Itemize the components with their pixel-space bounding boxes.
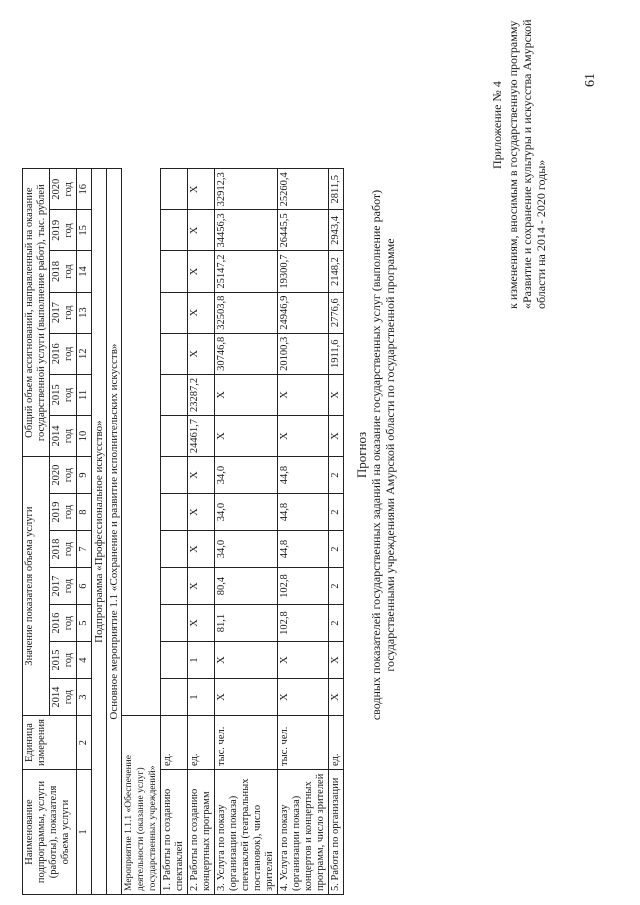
- row-value: 44,8: [278, 531, 329, 568]
- table-row: [215, 169, 278, 895]
- row-value: [161, 679, 188, 716]
- row-value: [161, 169, 188, 210]
- subprogram-row: [92, 169, 107, 895]
- column-number: 6: [77, 568, 92, 605]
- row-value: 32503,8: [215, 292, 278, 333]
- column-number: 10: [77, 415, 92, 456]
- row-value: 34,0: [215, 457, 278, 494]
- row-name: 1. Работы по созданию спектаклей: [161, 770, 188, 895]
- row-value: 2943,4: [329, 210, 344, 251]
- row-value: 25260,4: [278, 169, 329, 210]
- event-label: Мероприятие 1.1.1 «Обеспечение деятельности (оказание услуг) государственных учреждений»: [122, 716, 161, 895]
- row-value: X: [329, 415, 344, 456]
- forecast-table: [22, 168, 344, 895]
- row-value: [161, 251, 188, 292]
- cost-year-header: 2018 год: [50, 251, 77, 292]
- column-number: 12: [77, 333, 92, 374]
- row-value: [161, 568, 188, 605]
- event-row: [122, 169, 161, 895]
- row-value: 34,0: [215, 494, 278, 531]
- cost-year-header: 2019 год: [50, 210, 77, 251]
- row-value: 44,8: [278, 457, 329, 494]
- column-number: 5: [77, 605, 92, 642]
- row-value: [161, 531, 188, 568]
- row-name: 4. Услуга по показу (организации показа) концертов и концертных программ, число зрителей: [278, 770, 329, 895]
- row-value: 2776,6: [329, 292, 344, 333]
- value-year-header: 2020 год: [50, 457, 77, 494]
- row-value: X: [188, 210, 215, 251]
- row-value: [161, 374, 188, 415]
- column-number: 16: [77, 169, 92, 210]
- row-value: 19300,7: [278, 251, 329, 292]
- cost-year-header: 2020 год: [50, 169, 77, 210]
- row-unit: ед.: [188, 716, 215, 770]
- value-year-header: 2017 год: [50, 568, 77, 605]
- row-value: X: [188, 531, 215, 568]
- cost-year-header: 2016 год: [50, 333, 77, 374]
- cost-year-header: 2014 год: [50, 415, 77, 456]
- row-value: 2811,5: [329, 169, 344, 210]
- row-value: X: [188, 605, 215, 642]
- row-value: [161, 605, 188, 642]
- row-value: [161, 642, 188, 679]
- row-value: 24461,7: [188, 415, 215, 456]
- row-value: X: [278, 679, 329, 716]
- row-value: 26445,5: [278, 210, 329, 251]
- row-value: 1: [188, 642, 215, 679]
- row-value: [161, 415, 188, 456]
- row-value: X: [278, 415, 329, 456]
- row-value: [161, 494, 188, 531]
- row-value: 2: [329, 568, 344, 605]
- row-value: X: [215, 374, 278, 415]
- row-value: 30746,8: [215, 333, 278, 374]
- row-value: X: [188, 494, 215, 531]
- row-value: 34456,3: [215, 210, 278, 251]
- table-row: [278, 169, 329, 895]
- row-value: X: [188, 568, 215, 605]
- column-number: 1: [77, 770, 92, 895]
- row-unit: тыс. чел.: [215, 716, 278, 770]
- row-value: X: [188, 457, 215, 494]
- col-unit-header: Единица измерения: [23, 716, 77, 770]
- row-value: 102,8: [278, 568, 329, 605]
- row-value: X: [278, 642, 329, 679]
- row-value: [161, 292, 188, 333]
- row-value: 2: [329, 605, 344, 642]
- main-event-row: [107, 169, 122, 895]
- cost-year-header: 2017 год: [50, 292, 77, 333]
- row-value: 2: [329, 531, 344, 568]
- page-number: 61: [583, 73, 598, 87]
- heading-title: Прогноз: [354, 431, 369, 479]
- col-name-header: Наименование подпрограммы, услуги (работы), показателя объема услуги: [23, 770, 77, 895]
- cost-year-header: 2015 год: [50, 374, 77, 415]
- row-unit: ед.: [161, 716, 188, 770]
- row-name: 3. Услуга по показу (организации показа) спектаклей (театральных постановок), число зрителей: [215, 770, 278, 895]
- row-value: X: [188, 333, 215, 374]
- row-value: X: [278, 374, 329, 415]
- column-number: 11: [77, 374, 92, 415]
- row-value: X: [215, 415, 278, 456]
- column-number: 4: [77, 642, 92, 679]
- row-value: 34,0: [215, 531, 278, 568]
- value-year-header: 2016 год: [50, 605, 77, 642]
- row-value: 24946,9: [278, 292, 329, 333]
- column-number: 15: [77, 210, 92, 251]
- column-number: 14: [77, 251, 92, 292]
- column-number: 13: [77, 292, 92, 333]
- main-event-title: Основное мероприятие 1.1 «Сохранение и развитие исполнительских искусств»: [107, 169, 122, 895]
- row-value: 2148,2: [329, 251, 344, 292]
- row-unit: ед.: [329, 716, 344, 770]
- table-row: [161, 169, 188, 895]
- value-year-header: 2014 год: [50, 679, 77, 716]
- document-heading: [355, 175, 397, 735]
- subprogram-title: Подпрограмма «Профессиональное искусство»: [92, 169, 107, 895]
- column-number: 9: [77, 457, 92, 494]
- header-row-numbers: [77, 169, 92, 895]
- appendix-body: к изменениям, вносимым в государственную программу «Развитие и сохранение культуры и искусства Амурской области на 2014 - 2020 годы»: [506, 19, 548, 309]
- table-row: [188, 169, 215, 895]
- value-year-header: 2015 год: [50, 642, 77, 679]
- row-value: [161, 210, 188, 251]
- column-number: 7: [77, 531, 92, 568]
- column-number: 3: [77, 679, 92, 716]
- row-value: [161, 333, 188, 374]
- row-value: 102,8: [278, 605, 329, 642]
- row-value: 80,4: [215, 568, 278, 605]
- row-value: 25147,2: [215, 251, 278, 292]
- row-value: X: [188, 292, 215, 333]
- row-value: X: [215, 679, 278, 716]
- row-value: [161, 457, 188, 494]
- appendix-title: Приложение № 4: [490, 81, 504, 169]
- row-value: X: [329, 642, 344, 679]
- value-year-header: 2018 год: [50, 531, 77, 568]
- value-year-header: 2019 год: [50, 494, 77, 531]
- row-value: 32912,3: [215, 169, 278, 210]
- row-name: 2. Работы по созданию концертных программ: [188, 770, 215, 895]
- table-row: [329, 169, 344, 895]
- row-value: 20100,3: [278, 333, 329, 374]
- appendix-note: [490, 9, 548, 309]
- heading-subtitle: сводных показателей государственных заданий на оказание государственных услуг (выполнение работ) государственными учреждениями Амурской области по государственной программе: [369, 189, 397, 721]
- row-value: X: [188, 251, 215, 292]
- row-value: X: [329, 679, 344, 716]
- column-number: 8: [77, 494, 92, 531]
- row-value: 23287,2: [188, 374, 215, 415]
- row-value: 1911,6: [329, 333, 344, 374]
- row-value: 81,1: [215, 605, 278, 642]
- row-value: 1: [188, 679, 215, 716]
- header-row-1: [23, 169, 50, 895]
- column-number: 2: [77, 716, 92, 770]
- row-name: 5. Работа по организации: [329, 770, 344, 895]
- row-value: 2: [329, 494, 344, 531]
- row-value: 44,8: [278, 494, 329, 531]
- row-value: X: [215, 642, 278, 679]
- row-value: 2: [329, 457, 344, 494]
- costs-group-header: Общий объем ассигнований, направленный на оказание государственной услуги (выполнение работ), тыс. рублей: [23, 169, 50, 457]
- row-value: X: [329, 374, 344, 415]
- row-unit: тыс. чел.: [278, 716, 329, 770]
- values-group-header: Значение показателя объема услуги: [23, 457, 50, 716]
- row-value: X: [188, 169, 215, 210]
